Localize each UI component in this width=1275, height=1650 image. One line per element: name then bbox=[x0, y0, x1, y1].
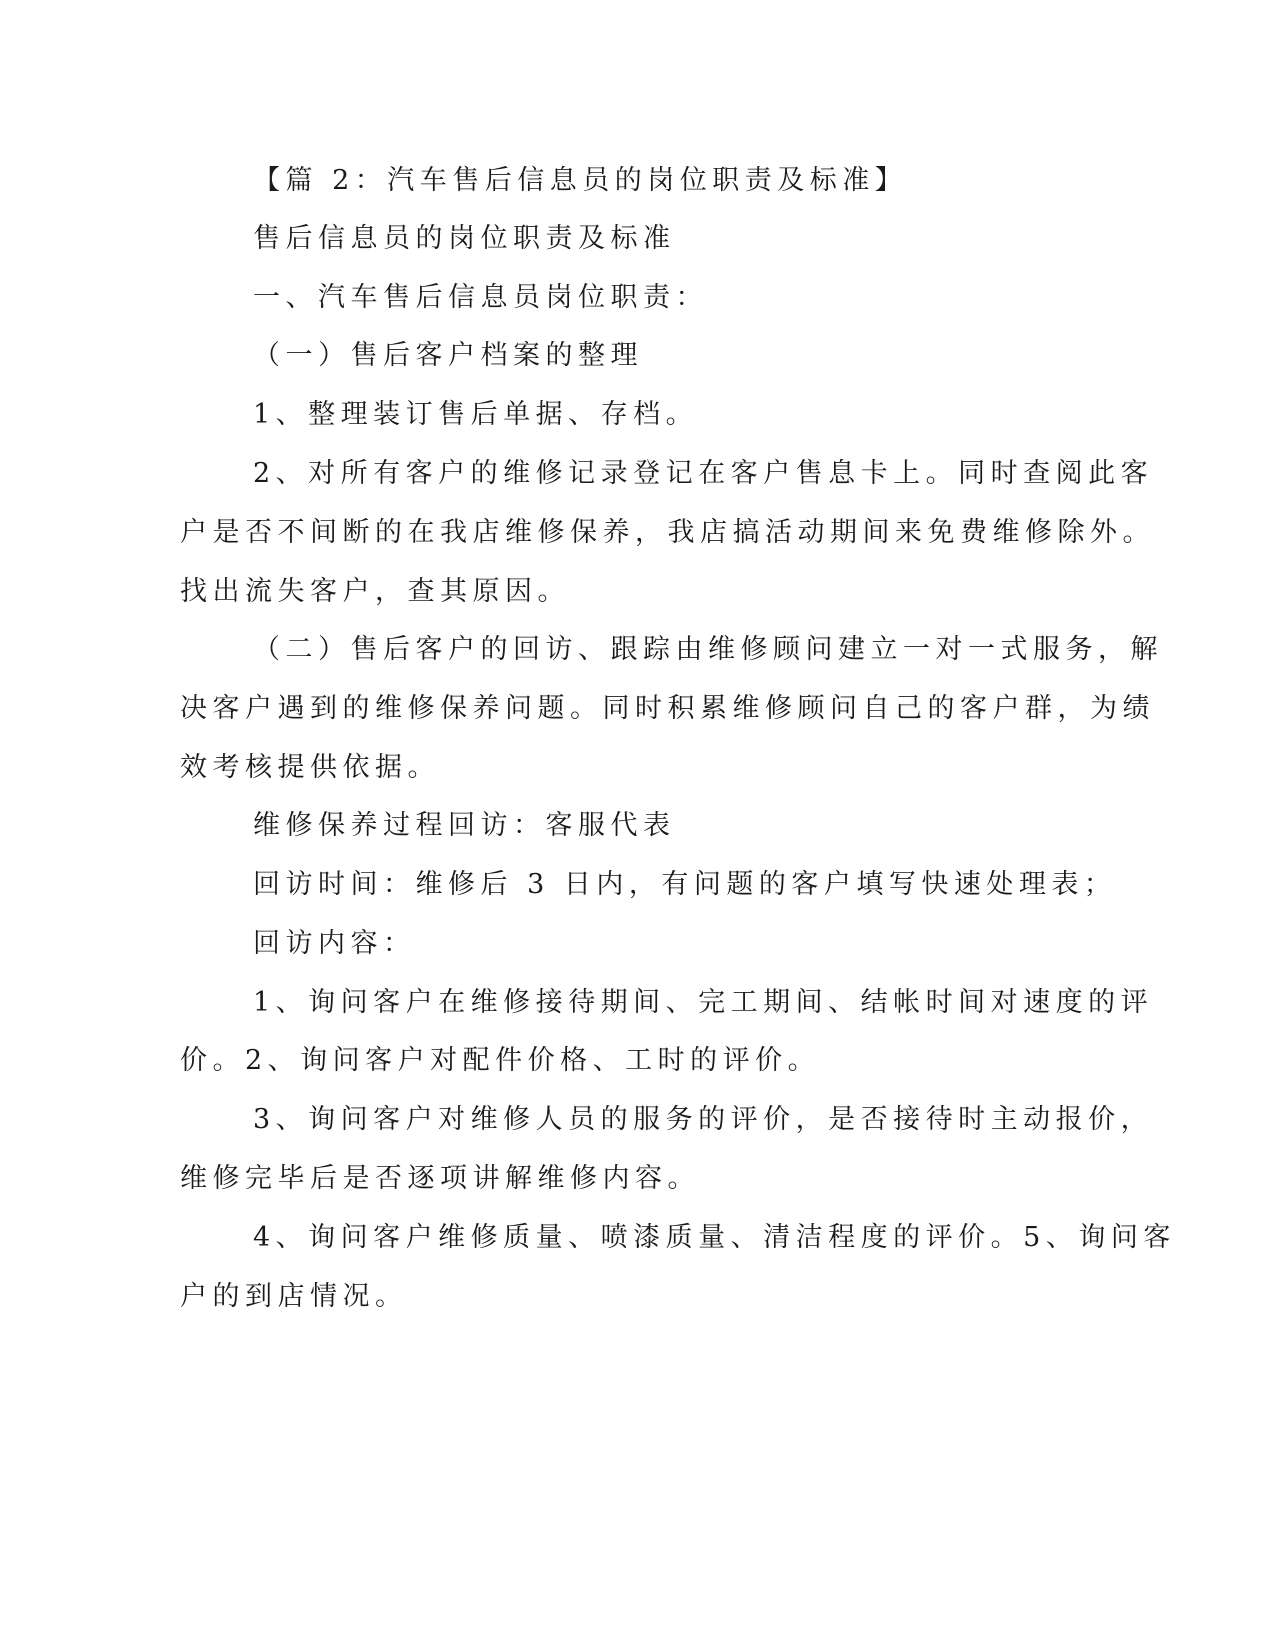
paragraph-line: 户是否不间断的在我店维修保养，我店搞活动期间来免费维修除外。 bbox=[180, 517, 1155, 548]
paragraph-line: 2、对所有客户的维修记录登记在客户售息卡上。同时查阅此客 bbox=[253, 458, 1154, 489]
paragraph-line: 3、询问客户对维修人员的服务的评价，是否接待时主动报价， bbox=[253, 1104, 1154, 1135]
paragraph-line: （二）售后客户的回访、跟踪由维修顾问建立一对一式服务，解 bbox=[253, 634, 1163, 665]
section-heading: 【篇 2：汽车售后信息员的岗位职责及标准】 bbox=[253, 165, 908, 196]
paragraph-line: 决客户遇到的维修保养问题。同时积累维修顾问自己的客户群，为绩 bbox=[180, 693, 1155, 724]
paragraph-line: 价。2、询问客户对配件价格、工时的评价。 bbox=[180, 1045, 821, 1076]
paragraph-line: 回访内容： bbox=[253, 928, 416, 959]
paragraph-line: 户的到店情况。 bbox=[180, 1281, 408, 1312]
paragraph-line: 维修完毕后是否逐项讲解维修内容。 bbox=[180, 1163, 700, 1194]
paragraph-line: 找出流失客户，查其原因。 bbox=[180, 576, 570, 607]
paragraph-line: 4、询问客户维修质量、喷漆质量、清洁程度的评价。5、询问客 bbox=[253, 1222, 1176, 1253]
heading-level-2: （一）售后客户档案的整理 bbox=[253, 340, 643, 371]
paragraph-line: 维修保养过程回访：客服代表 bbox=[253, 810, 676, 841]
paragraph-line: 效考核提供依据。 bbox=[180, 752, 440, 783]
paragraph-line: 回访时间：维修后 3 日内，有问题的客户填写快速处理表； bbox=[253, 869, 1117, 900]
paragraph-line: 1、询问客户在维修接待期间、完工期间、结帐时间对速度的评 bbox=[253, 987, 1154, 1018]
document-title: 售后信息员的岗位职责及标准 bbox=[253, 223, 676, 254]
heading-level-1: 一、汽车售后信息员岗位职责： bbox=[253, 282, 708, 313]
paragraph-line: 1、整理装订售后单据、存档。 bbox=[253, 399, 699, 430]
